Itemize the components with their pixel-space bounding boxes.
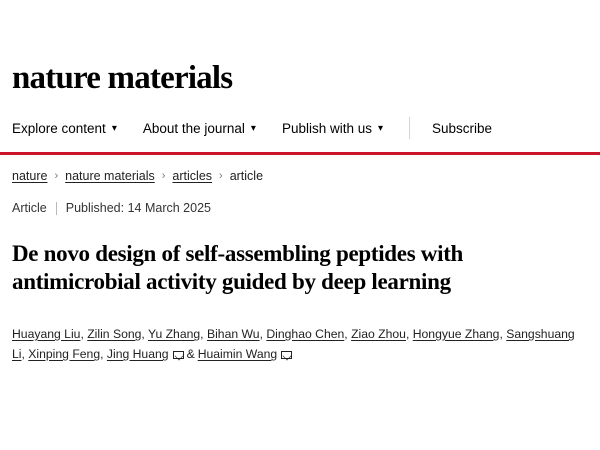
author-link[interactable]: Yu Zhang (147, 326, 201, 341)
nav-label: About the journal (142, 120, 245, 136)
author-link[interactable]: Bihan Wu (206, 326, 260, 341)
chevron-down-icon: ▾ (378, 123, 384, 134)
nav-item-subscribe[interactable] (432, 121, 492, 136)
main-navigation (10, 112, 590, 144)
author-link[interactable]: Dinghao Chen (266, 326, 345, 341)
author-last-separator: & (186, 347, 195, 362)
top-whitespace (0, 0, 600, 62)
author-link[interactable]: Jing Huang (106, 347, 169, 362)
author-link[interactable]: Xinping Feng (28, 347, 101, 362)
journal-logo[interactable]: nature materials (12, 60, 233, 96)
email-icon[interactable] (281, 351, 292, 359)
nav-label: Subscribe (432, 120, 493, 136)
breadcrumb-item-nature-materials[interactable]: nature materials (65, 169, 155, 183)
breadcrumb-separator-icon: › (161, 170, 166, 182)
breadcrumb-separator-icon: › (219, 170, 223, 182)
nav-item-explore-content[interactable] (12, 121, 117, 136)
email-icon[interactable] (173, 351, 184, 359)
author-link[interactable]: Huaimin Wang (197, 347, 278, 362)
author-link[interactable]: Sangshuang Li (12, 326, 575, 362)
author-separator: , (259, 326, 267, 341)
breadcrumb-item-articles[interactable]: articles (172, 169, 213, 183)
nav-item-publish-with-us[interactable] (282, 121, 383, 136)
article-type-label: Article (12, 201, 47, 215)
author-separator: , (344, 326, 352, 341)
author-separator: , (100, 347, 107, 362)
breadcrumb-item-nature[interactable]: nature (12, 169, 48, 183)
author-separator: , (499, 326, 507, 341)
chevron-down-icon: ▾ (111, 123, 117, 134)
masthead (0, 62, 600, 144)
breadcrumb-separator-icon: › (54, 170, 59, 182)
page-title: De novo design of self-assembling peptides with antimicrobial activity guided by deep learning (12, 241, 464, 295)
author-link[interactable]: Hongyue Zhang (412, 326, 500, 341)
author-link[interactable]: Huayang Liu (12, 326, 81, 341)
nav-item-about-the-journal[interactable] (143, 121, 256, 136)
nav-label: Publish with us (281, 120, 372, 136)
breadcrumb (0, 155, 600, 183)
nav-label: Explore content (12, 120, 106, 136)
author-separator: , (80, 326, 88, 341)
author-separator: , (21, 347, 29, 362)
article-meta (0, 183, 600, 215)
author-link[interactable]: Zilin Song (87, 326, 142, 341)
author-separator: , (141, 326, 148, 341)
author-separator: , (405, 326, 413, 341)
breadcrumb-item-article: article (229, 169, 264, 183)
chevron-down-icon: ▾ (250, 123, 256, 134)
meta-divider (56, 202, 57, 215)
author-link[interactable]: Ziao Zhou (351, 326, 406, 341)
nav-divider (409, 117, 410, 139)
author-separator: , (200, 326, 207, 341)
article-published-date: Published: 14 March 2025 (65, 201, 211, 215)
author-list (0, 312, 600, 364)
